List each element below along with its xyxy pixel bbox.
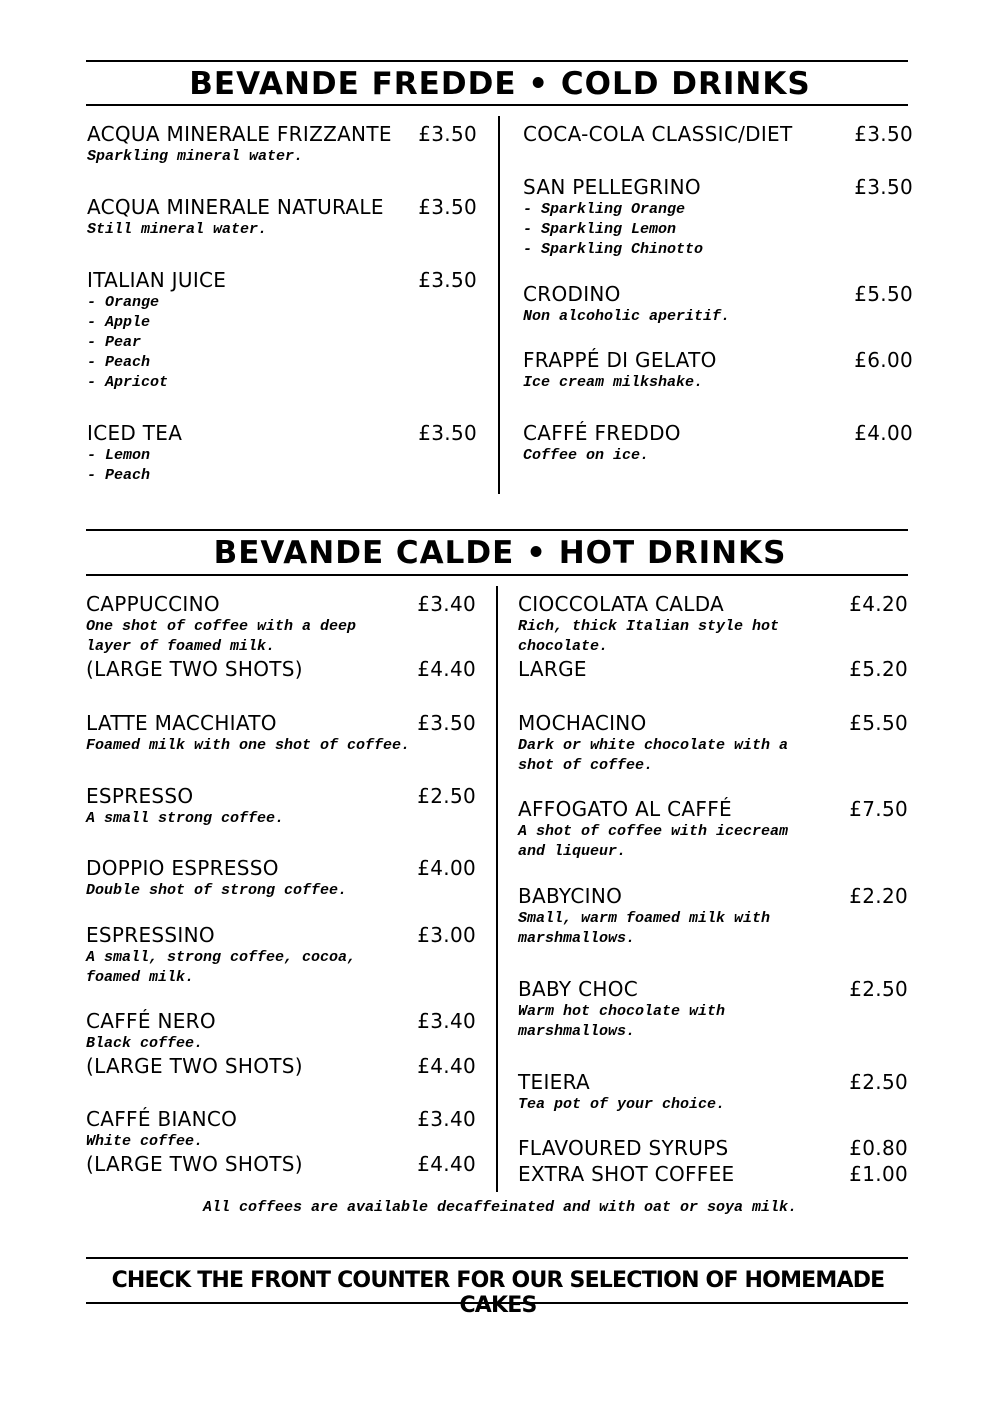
- item-price: £7.50: [849, 797, 908, 821]
- item-description: Coffee on ice.: [523, 447, 650, 464]
- cold-top-rule: [86, 60, 908, 62]
- item-description: White coffee.: [86, 1133, 204, 1150]
- menu-item: [523, 421, 913, 466]
- item-name: COCA-COLA CLASSIC/DIET: [523, 122, 793, 146]
- menu-item: [518, 1162, 908, 1187]
- menu-item: [87, 268, 477, 393]
- item-price: £2.50: [849, 1070, 908, 1094]
- item-price: £4.00: [417, 856, 476, 880]
- banner-bottom-rule: [86, 1302, 908, 1304]
- menu-item: [86, 784, 476, 829]
- item-size-price: £4.40: [417, 1054, 476, 1078]
- item-size-price: £4.40: [417, 657, 476, 681]
- item-price: £4.00: [854, 421, 913, 445]
- item-description: Tea pot of your choice.: [518, 1096, 726, 1113]
- item-option: - Peach: [87, 467, 151, 484]
- item-name: SAN PELLEGRINO: [523, 175, 701, 199]
- item-size-price: £5.20: [849, 657, 908, 681]
- item-name: ICED TEA: [87, 421, 183, 445]
- item-price: £3.50: [417, 711, 476, 735]
- item-description: Black coffee.: [86, 1035, 204, 1052]
- item-size-name: (LARGE TWO SHOTS): [86, 1152, 303, 1176]
- item-name: FLAVOURED SYRUPS: [518, 1136, 729, 1160]
- menu-item: [86, 856, 476, 901]
- item-name: ITALIAN JUICE: [87, 268, 227, 292]
- item-description: Double shot of strong coffee.: [86, 882, 348, 899]
- item-price: £2.50: [849, 977, 908, 1001]
- item-description: Small, warm foamed milk with marshmallows.: [518, 910, 771, 947]
- cold-column-divider: [498, 116, 500, 494]
- item-option: - Orange: [87, 294, 160, 311]
- item-size-price: £4.40: [417, 1152, 476, 1176]
- item-description: A small, strong coffee, cocoa, foamed milk.: [86, 949, 357, 986]
- item-name: BABY CHOC: [518, 977, 639, 1001]
- menu-item: [518, 884, 908, 949]
- menu-item: [86, 923, 476, 988]
- item-name: AFFOGATO AL CAFFÉ: [518, 797, 732, 821]
- item-name: CRODINO: [523, 282, 621, 306]
- item-name: ESPRESSO: [86, 784, 194, 808]
- item-name: ACQUA MINERALE NATURALE: [87, 195, 384, 219]
- item-description: Ice cream milkshake.: [523, 374, 704, 391]
- item-option: - Lemon: [87, 447, 151, 464]
- item-option: - Sparkling Chinotto: [523, 241, 704, 258]
- item-price: £3.50: [418, 195, 477, 219]
- menu-item: [518, 1136, 908, 1161]
- cold-bottom-rule: [86, 104, 908, 106]
- item-price: £5.50: [854, 282, 913, 306]
- item-name: CAFFÉ FREDDO: [523, 421, 681, 445]
- item-option: - Apple: [87, 314, 151, 331]
- item-price: £1.00: [849, 1162, 908, 1186]
- item-description: Warm hot chocolate with marshmallows.: [518, 1003, 726, 1040]
- item-price: £2.20: [849, 884, 908, 908]
- item-option: - Pear: [87, 334, 142, 351]
- item-description: One shot of coffee with a deep layer of foamed milk.: [86, 618, 357, 655]
- item-name: ACQUA MINERALE FRIZZANTE: [87, 122, 392, 146]
- item-price: £6.00: [854, 348, 913, 372]
- menu-item: [86, 1107, 476, 1177]
- item-name: CAFFÉ NERO: [86, 1009, 216, 1033]
- menu-item: [518, 797, 908, 862]
- item-price: £3.50: [418, 268, 477, 292]
- item-name: CAPPUCCINO: [86, 592, 220, 616]
- item-description: Foamed milk with one shot of coffee.: [86, 737, 411, 754]
- item-name: DOPPIO ESPRESSO: [86, 856, 279, 880]
- item-name: BABYCINO: [518, 884, 623, 908]
- menu-item: [86, 711, 476, 756]
- menu-item: [518, 977, 908, 1042]
- menu-item: [87, 195, 477, 240]
- item-price: £3.50: [418, 122, 477, 146]
- decaf-footnote: All coffees are available decaffeinated and with oat or soya milk.: [202, 1199, 798, 1216]
- hot-drinks-title: BEVANDE CALDE • HOT DRINKS: [213, 535, 787, 571]
- item-name: CAFFÉ BIANCO: [86, 1107, 238, 1131]
- menu-item: [523, 348, 913, 393]
- menu-item: [518, 711, 908, 776]
- menu-item: [86, 592, 476, 682]
- item-name: TEIERA: [518, 1070, 590, 1094]
- item-option: - Sparkling Orange: [523, 201, 686, 218]
- menu-item: [523, 122, 913, 147]
- hot-top-rule: [86, 529, 908, 531]
- item-name: EXTRA SHOT COFFEE: [518, 1162, 735, 1186]
- item-description: A small strong coffee.: [86, 810, 285, 827]
- item-size-name: (LARGE TWO SHOTS): [86, 1054, 303, 1078]
- item-option: - Sparkling Lemon: [523, 221, 677, 238]
- item-description: Non alcoholic aperitif.: [523, 308, 731, 325]
- item-price: £3.50: [418, 421, 477, 445]
- banner-top-rule: [86, 1257, 908, 1259]
- item-price: £3.40: [417, 1009, 476, 1033]
- item-name: CIOCCOLATA CALDA: [518, 592, 725, 616]
- item-option: - Apricot: [87, 374, 169, 391]
- menu-item: [87, 421, 477, 486]
- item-name: FRAPPÉ DI GELATO: [523, 348, 717, 372]
- item-price: £5.50: [849, 711, 908, 735]
- item-option: - Peach: [87, 354, 151, 371]
- menu-item: [86, 1009, 476, 1079]
- hot-column-divider: [496, 586, 498, 1192]
- item-description: Rich, thick Italian style hot chocolate.: [518, 618, 780, 655]
- item-price: £2.50: [417, 784, 476, 808]
- item-name: LATTE MACCHIATO: [86, 711, 277, 735]
- item-size-name: LARGE: [518, 657, 587, 681]
- item-price: £0.80: [849, 1136, 908, 1160]
- item-price: £4.20: [849, 592, 908, 616]
- menu-item: [523, 282, 913, 327]
- item-price: £3.40: [417, 1107, 476, 1131]
- menu-item: [518, 1070, 908, 1115]
- item-description: Sparkling mineral water.: [87, 148, 304, 165]
- hot-bottom-rule: [86, 574, 908, 576]
- item-price: £3.50: [854, 175, 913, 199]
- item-name: ESPRESSINO: [86, 923, 215, 947]
- menu-item: [523, 175, 913, 260]
- item-description: A shot of coffee with icecream and liqueur.: [518, 823, 789, 860]
- homemade-cakes-banner: CHECK THE FRONT COUNTER FOR OUR SELECTION OF HOMEMADE CAKES: [111, 1268, 885, 1318]
- item-price: £3.40: [417, 592, 476, 616]
- menu-item: [518, 592, 908, 682]
- item-description: Still mineral water.: [87, 221, 268, 238]
- item-name: MOCHACINO: [518, 711, 647, 735]
- item-price: £3.00: [417, 923, 476, 947]
- menu-item: [87, 122, 477, 167]
- item-price: £3.50: [854, 122, 913, 146]
- item-size-name: (LARGE TWO SHOTS): [86, 657, 303, 681]
- cold-drinks-title: BEVANDE FREDDE • COLD DRINKS: [189, 66, 811, 102]
- item-description: Dark or white chocolate with a shot of coffee.: [518, 737, 789, 774]
